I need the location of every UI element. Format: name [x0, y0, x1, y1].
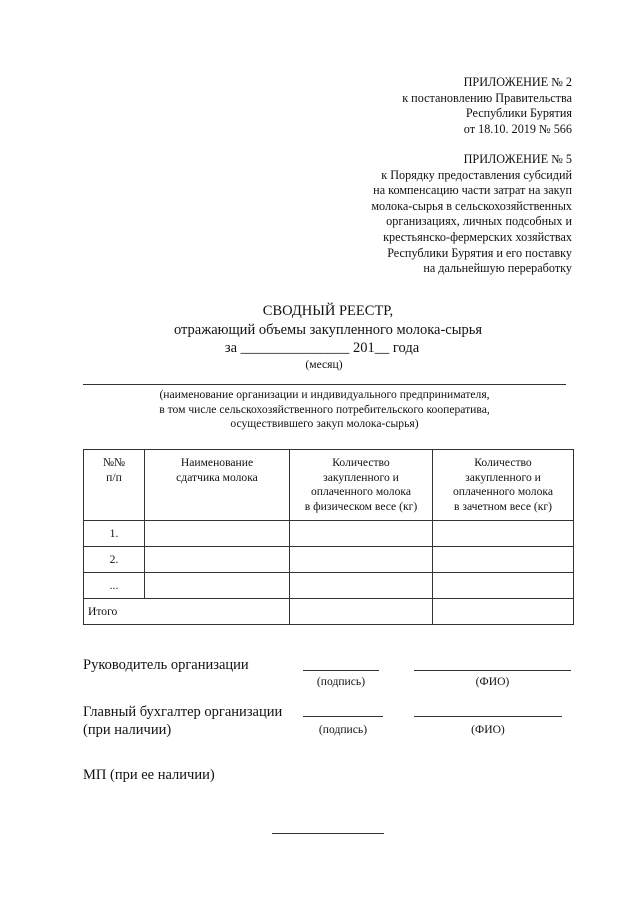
total-label: Итого — [84, 599, 290, 625]
supplier-cell[interactable] — [145, 547, 290, 573]
organization-name-line — [83, 384, 566, 385]
organization-caption-line: (наименование организации и индивидуального предпринимателя, — [159, 388, 490, 401]
annex-block-resolution — [402, 75, 572, 137]
organization-caption-line: осуществившего закуп молока-сырья) — [230, 417, 419, 431]
total-physical-weight-cell[interactable] — [290, 599, 433, 625]
header-supplier-name: Наименование сдатчика молока — [145, 450, 290, 521]
annex-line: молока-сырья в сельскохозяйственных — [371, 198, 572, 213]
document-subtitle: отражающий объемы закупленного молока-сырья — [173, 322, 483, 338]
head-fio-line[interactable] — [414, 670, 571, 671]
row-number: ... — [84, 573, 145, 599]
annex-line: крестьянско-фермерских хозяйствах — [383, 229, 572, 244]
accountant-signature-line[interactable] — [303, 716, 383, 717]
annex-line: на дальнейшую переработку — [423, 261, 572, 276]
annex-line: от 18.10. 2019 № 566 — [463, 121, 572, 136]
annex-line: ПРИЛОЖЕНИЕ № 2 — [463, 75, 572, 89]
organization-caption — [83, 388, 566, 432]
credit-weight-cell[interactable] — [433, 521, 574, 547]
table-header-row — [84, 450, 574, 521]
accountant-fio-line[interactable] — [414, 716, 562, 717]
accountant-note: (при наличии) — [83, 722, 172, 738]
head-fio-caption: (ФИО) — [475, 675, 510, 688]
credit-weight-cell[interactable] — [433, 573, 574, 599]
table-row — [84, 547, 574, 573]
annex-line: Республики Бурятия и его поставку — [387, 245, 572, 260]
organization-caption-line: в том числе сельскохозяйственного потребительского кооператива, — [159, 402, 490, 416]
table-row — [84, 573, 574, 599]
document-title: СВОДНЫЙ РЕЕСТР, — [262, 303, 394, 319]
annex-line: Республики Бурятия — [465, 106, 572, 121]
credit-weight-cell[interactable] — [433, 547, 574, 573]
register-table — [83, 449, 574, 625]
annex-line: организациях, личных подсобных и — [386, 214, 572, 229]
annex-block-procedure — [371, 152, 572, 277]
annex-line: на компенсацию части затрат на закуп — [373, 183, 572, 198]
head-signature-line[interactable] — [303, 670, 379, 671]
header-physical-weight: Количество закупленного и оплаченного молока в физическом весе (кг) — [290, 450, 433, 521]
table-row — [84, 521, 574, 547]
table-total-row — [84, 599, 574, 625]
physical-weight-cell[interactable] — [290, 521, 433, 547]
total-credit-weight-cell[interactable] — [433, 599, 574, 625]
accountant-signature-caption: (подпись) — [318, 723, 368, 736]
accountant-label: Главный бухгалтер организации — [83, 704, 283, 720]
accountant-fio-caption: (ФИО) — [471, 723, 505, 736]
footer-separator-line — [272, 833, 384, 834]
physical-weight-cell[interactable] — [290, 573, 433, 599]
month-caption: (месяц) — [305, 358, 343, 371]
physical-weight-cell[interactable] — [290, 547, 433, 573]
supplier-cell[interactable] — [145, 573, 290, 599]
annex-line: к Порядку предоставления субсидий — [381, 167, 572, 182]
head-label: Руководитель организации — [83, 657, 249, 673]
row-number: 1. — [84, 521, 145, 547]
row-number: 2. — [84, 547, 145, 573]
annex-line: ПРИЛОЖЕНИЕ № 5 — [463, 152, 572, 166]
annex-line: к постановлению Правительства — [402, 90, 572, 105]
period-line: за _______________ 201__ года — [224, 340, 420, 356]
stamp-label: МП (при ее наличии) — [83, 767, 215, 783]
supplier-cell[interactable] — [145, 521, 290, 547]
header-credit-weight: Количество закупленного и оплаченного молока в зачетном весе (кг) — [433, 450, 574, 521]
header-number: №№ п/п — [84, 450, 145, 521]
head-signature-caption: (подпись) — [316, 675, 366, 688]
